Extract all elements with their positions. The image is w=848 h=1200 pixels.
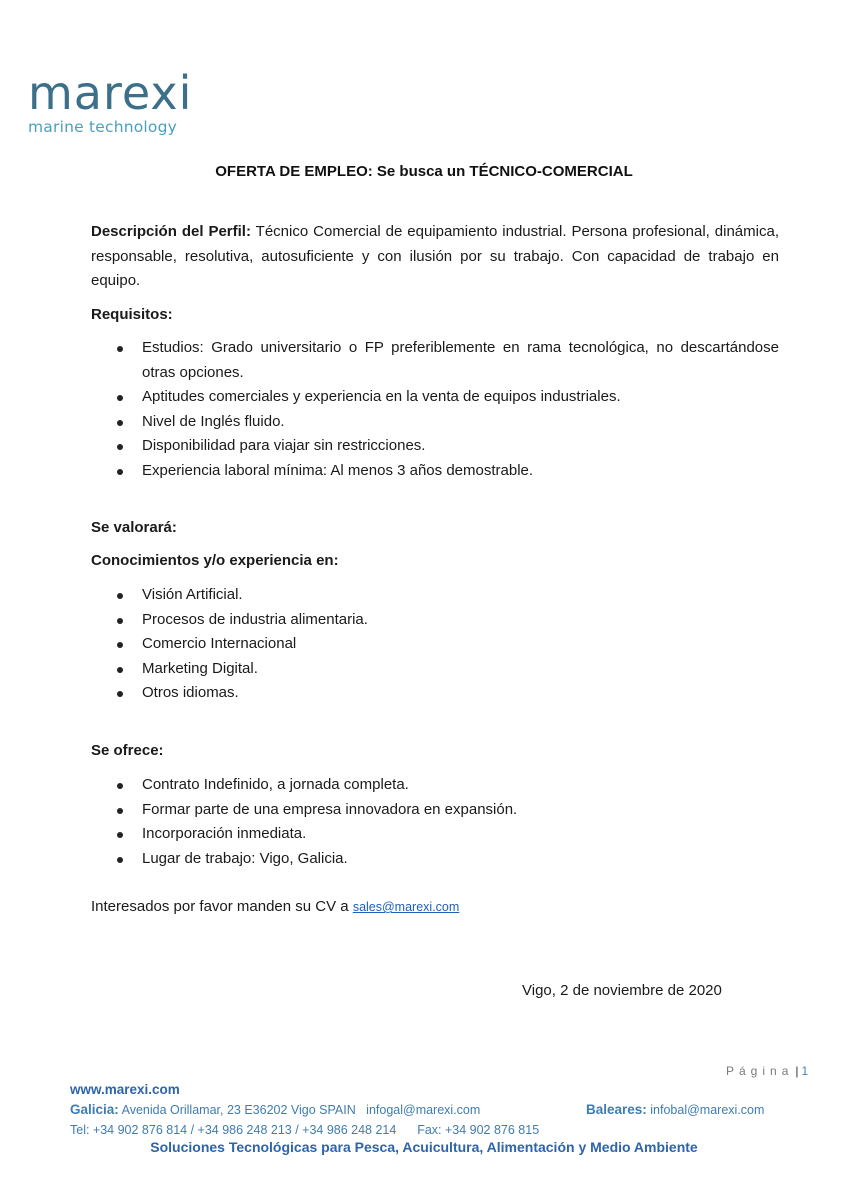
footer-addresses <box>70 1100 790 1120</box>
page-number-value: 1 <box>801 1064 809 1078</box>
date-signoff: Vigo, 2 de noviembre de 2020 <box>522 982 722 999</box>
valued-heading: Se valorará: <box>91 519 177 536</box>
profile-label: Descripción del Perfil: <box>91 223 251 240</box>
page-title: OFERTA DE EMPLEO: Se busca un TÉCNICO-COMERCIAL <box>215 163 633 180</box>
footer <box>70 1080 790 1140</box>
offered-list <box>91 773 779 871</box>
baleares-contact <box>586 1100 764 1120</box>
page-label: Página <box>726 1064 794 1078</box>
list-item: Disponibilidad para viajar sin restricciones. <box>91 434 779 459</box>
list-item: Nivel de Inglés fluido. <box>91 410 779 435</box>
requirements-heading: Requisitos: <box>91 305 173 323</box>
company-slogan: Soluciones Tecnológicas para Pesca, Acuicultura, Alimentación y Medio Ambiente <box>150 1139 698 1155</box>
offered-heading: Se ofrece: <box>91 741 164 759</box>
list-item: Lugar de trabajo: Vigo, Galicia. <box>91 847 779 872</box>
galicia-address: Avenida Orillamar, 23 E36202 Vigo SPAIN <box>121 1103 356 1117</box>
website-link[interactable]: www.marexi.com <box>70 1082 180 1097</box>
document-body <box>91 220 779 871</box>
footer-phones <box>70 1120 790 1140</box>
list-item: Procesos de industria alimentaria. <box>91 608 779 633</box>
email-link[interactable]: sales@marexi.com <box>352 900 460 914</box>
valued-subheading: Conocimientos y/o experiencia en: <box>91 551 339 569</box>
requirements-list <box>91 336 779 483</box>
logo-wordmark: marexi <box>28 66 193 120</box>
list-item: Aptitudes comerciales y experiencia en la venta de equipos industriales. <box>91 385 779 410</box>
list-item: Formar parte de una empresa innovadora en expansión. <box>91 798 779 823</box>
fax-number: Fax: +34 902 876 815 <box>417 1123 540 1137</box>
profile-text: Técnico Comercial de equipamiento industrial. Persona profesional, dinámica, responsable, resolutiva, autosuficiente y con ilusión por su trabajo. Con capacidad de trabajo en equipo. <box>91 223 779 289</box>
phone-numbers: Tel: +34 902 876 814 / +34 986 248 213 / +34 986 248 214 <box>70 1123 397 1137</box>
list-item: Experiencia laboral mínima: Al menos 3 años demostrable. <box>91 459 779 484</box>
baleares-email[interactable]: infobal@marexi.com <box>650 1103 765 1117</box>
galicia-email[interactable]: infogal@marexi.com <box>366 1103 481 1117</box>
cv-instruction <box>91 898 459 915</box>
profile-description <box>91 220 779 294</box>
list-item: Estudios: Grado universitario o FP preferiblemente en rama tecnológica, no descartándose otras opciones. <box>91 336 779 385</box>
list-item: Comercio Internacional <box>91 632 779 657</box>
list-item: Visión Artificial. <box>91 583 779 608</box>
company-logo <box>28 66 193 136</box>
list-item: Incorporación inmediata. <box>91 822 779 847</box>
page-number <box>726 1064 808 1078</box>
galicia-label: Galicia: <box>70 1102 119 1117</box>
list-item: Otros idiomas. <box>91 681 779 706</box>
logo-tagline: marine technology <box>28 118 178 136</box>
page-divider: | <box>795 1064 799 1078</box>
valued-list <box>91 583 779 706</box>
list-item: Contrato Indefinido, a jornada completa. <box>91 773 779 798</box>
cv-text: Interesados por favor manden su CV a <box>91 898 353 915</box>
list-item: Marketing Digital. <box>91 657 779 682</box>
baleares-label: Baleares: <box>586 1102 647 1117</box>
